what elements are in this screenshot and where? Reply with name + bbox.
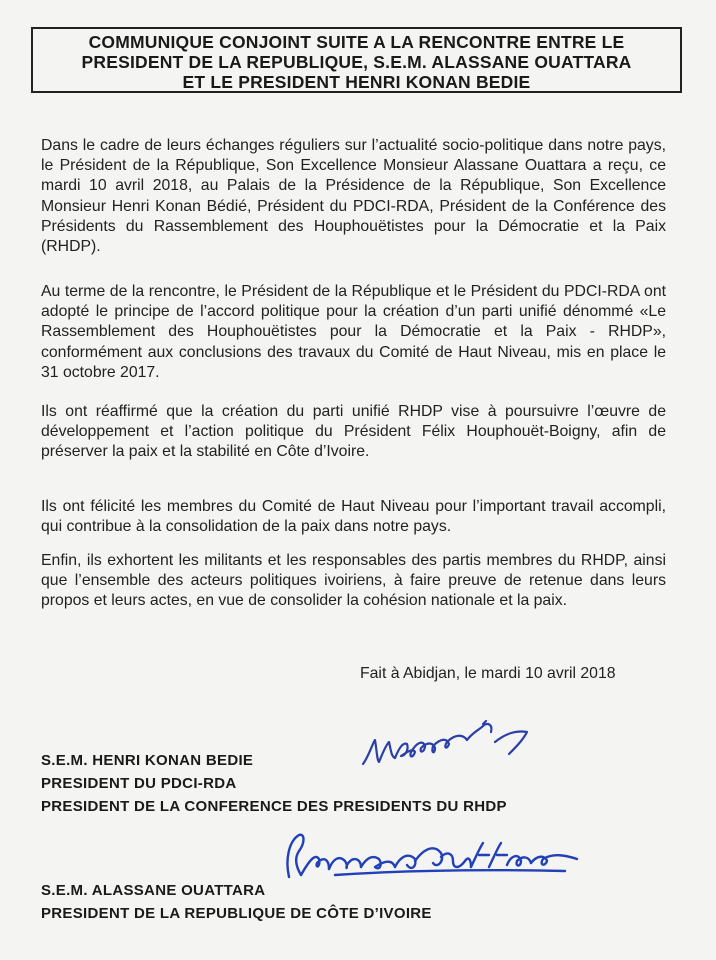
signatory-name: S.E.M. ALASSANE OUATTARA [41, 882, 266, 899]
signatory-ouattara [41, 879, 432, 925]
paragraph-exhortation: Enfin, ils exhortent les militants et les responsables des partis membres du RHDP, ainsi que l’ensemble des acteurs politiques ivoiriens, à faire preuve de retenue dans leurs propos et leurs actes, en vue de consolider la cohésion nationale et la paix. [41, 552, 666, 610]
title-line-3: ET LE PRESIDENT HENRI KONAN BEDIE [182, 72, 531, 92]
title-line-1: COMMUNIQUE CONJOINT SUITE A LA RENCONTRE ENTRE LE [88, 32, 625, 52]
signatory-bedie [41, 749, 507, 818]
paragraph-agreement: Au terme de la rencontre, le Président de la République et le Président du PDCI-RDA ont adopté le principe de l’accord politique pour la création d’un parti unifié dénommé «Le Rassemblement des Houphouëtistes pour la Démocratie et la Paix - RHDP», conformément aux conclusions des travaux du Comité de Haut Niveau, mis en place le 31 octobre 2017. [41, 283, 666, 381]
paragraph-meeting: Dans le cadre de leurs échanges réguliers sur l’actualité socio-politique dans notre pays, le Président de la République, Son Excellence Monsieur Alassane Ouattara a reçu, ce mardi 10 avril 2018, au Palais de la Présidence de la République, Son Excellence Monsieur Henri Konan Bédié, Président du PDCI-RDA, Président de la Conférence des Présidents du Rassemblement des Houphouëtistes pour la Démocratie et la Paix (RHDP). [41, 137, 666, 256]
signatory-title: PRESIDENT DE LA REPUBLIQUE DE CÔTE D’IVOIRE [41, 905, 432, 922]
signatory-name: S.E.M. HENRI KONAN BEDIE [41, 752, 254, 769]
signatory-title: PRESIDENT DE LA CONFERENCE DES PRESIDENTS DU RHDP [41, 798, 507, 815]
communique-title-box [31, 27, 682, 93]
paragraph-congratulations: Ils ont félicité les membres du Comité de Haut Niveau pour l’important travail accompli, qui contribue à la consolidation de la paix dans notre pays. [41, 498, 666, 536]
signatory-title: PRESIDENT DU PDCI-RDA [41, 775, 237, 792]
signature-ouattara-icon [275, 825, 585, 887]
title-line-2: PRESIDENT DE LA REPUBLIQUE, S.E.M. ALASSANE OUATTARA [81, 52, 632, 72]
date-place-line: Fait à Abidjan, le mardi 10 avril 2018 [360, 665, 616, 682]
paragraph-reaffirmation: Ils ont réaffirmé que la création du parti unifié RHDP vise à poursuivre l’œuvre de développement et l’action politique du Président Félix Houphouët-Boigny, afin de préserver la paix et la stabilité en Côte d’Ivoire. [41, 403, 666, 461]
